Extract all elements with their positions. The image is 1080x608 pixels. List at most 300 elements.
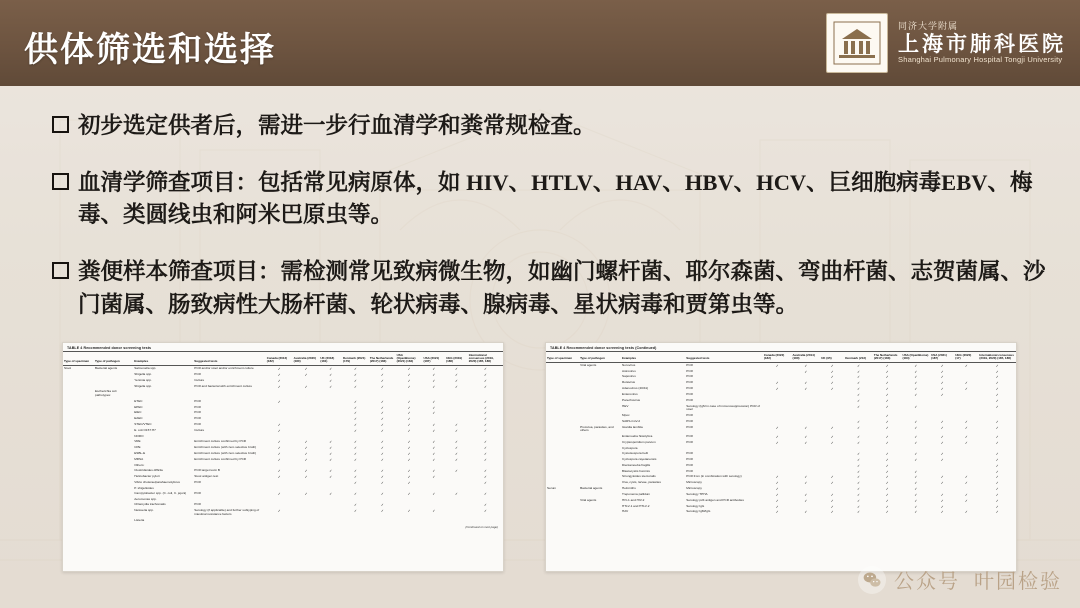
table-cell: PCR	[194, 422, 201, 427]
table-cell: ✓	[775, 363, 779, 368]
table-cell: Enrichment culture confirmed by PCR	[194, 439, 247, 444]
col-canada: Canada (2012) (182)	[266, 352, 293, 366]
table-cell: ✓	[455, 423, 458, 428]
table-cell: ✓	[857, 487, 860, 492]
table-cell: Culture	[194, 428, 205, 433]
table-cell: ✓	[857, 425, 860, 430]
watermark-label	[894, 565, 1062, 594]
table-cell: ✓	[304, 367, 308, 372]
table-cell: ✓	[885, 413, 889, 418]
table-cell: ✓	[914, 381, 918, 386]
table-cell: ✓	[775, 481, 779, 486]
table-cell: ✓	[354, 452, 357, 456]
table-cell: ✓	[432, 469, 436, 474]
table-cell: ✓	[964, 475, 968, 480]
table-cell	[930, 404, 954, 413]
table-cell: ✓	[995, 469, 999, 474]
table-cell: ✓	[432, 492, 436, 497]
table-cell: PCR	[194, 502, 201, 507]
table-cell	[94, 508, 133, 517]
table-cell	[63, 508, 94, 517]
table-cell: Enrichment culture confirmed by PCR	[194, 456, 247, 461]
table-cell: EAEC	[134, 416, 143, 421]
watermark-label-right: 叶园检验	[974, 571, 1062, 593]
table-cell: ✓	[329, 367, 333, 372]
table-cell: ✓	[940, 440, 944, 445]
table-cell: ✓	[432, 399, 436, 404]
table-cell: PCR	[194, 404, 201, 409]
table-cell: PCR and bacterial with enrichment culture	[194, 383, 253, 388]
table-cell: ✓	[995, 481, 999, 486]
table-cell: Stool	[64, 366, 72, 371]
table-cell: E. coli O157:H7	[134, 428, 156, 433]
table-cell: ✓	[857, 419, 860, 424]
table-cell: ✓	[964, 481, 968, 486]
table-cell: ✓	[483, 446, 487, 451]
table-cell: ✓	[857, 481, 860, 486]
table-cell: ✓	[775, 504, 779, 509]
table-cell: ✓	[407, 423, 411, 428]
table-cell: ✓	[380, 469, 384, 474]
table-cell: ✓	[483, 492, 487, 497]
col-international: International consensus (2019, 2020) (185, 188)	[468, 352, 503, 366]
figure-left-footer: (Continued on next page)	[465, 525, 498, 530]
table-cell: ✓	[354, 509, 357, 514]
table-cell: PCR	[686, 386, 693, 391]
table-cell: ✓	[455, 367, 458, 372]
table-cell: ✓	[354, 457, 357, 462]
table-cell: Rotavirus	[622, 380, 636, 385]
table-cell: ✓	[940, 392, 944, 397]
table-cell: ✓	[857, 363, 860, 368]
table-cell: ✓	[304, 446, 308, 451]
table-cell: ✓	[277, 446, 281, 451]
table-cell: ✓	[407, 417, 411, 422]
table-cell: CPE	[134, 445, 141, 450]
table-cell: ✓	[830, 475, 834, 480]
table-cell: ✓	[354, 503, 357, 508]
table-cell: ✓	[804, 481, 808, 486]
col-netherlands: The Netherlands (2017) (183)	[873, 352, 902, 363]
table-cell: ✓	[857, 392, 860, 397]
table-cell: PCR	[686, 468, 693, 473]
table-cell: HIV-1 and HIV-2	[622, 497, 645, 502]
table-cell: HAV	[622, 509, 629, 514]
table-cell: ✓	[885, 392, 889, 397]
table-cell: Serum	[547, 486, 557, 491]
table-cell: Serology p24 antigen and PCR antibodies	[686, 497, 744, 502]
table-cell: ✓	[354, 405, 357, 410]
table-cell: ✓	[380, 480, 384, 485]
table-cell: ✓	[380, 509, 384, 514]
table-cell: ✓	[304, 440, 308, 445]
table-cell: ✓	[304, 457, 308, 462]
table-cell: ✓	[775, 387, 779, 392]
table-cell: ✓	[277, 429, 281, 434]
table-cell	[792, 404, 821, 413]
table-cell: ✓	[885, 381, 889, 386]
table-cell: ✓	[483, 452, 487, 456]
table-cell: ✓	[483, 509, 487, 514]
table-cell: ✓	[432, 405, 436, 410]
table-cell: ✓	[830, 498, 834, 503]
table-cell: Astrovirus	[622, 368, 636, 373]
table-cell: ✓	[964, 363, 968, 368]
table-cell: ✓	[483, 480, 487, 485]
table-cell: ✓	[380, 405, 384, 410]
table-cell: P. shigelloides	[134, 485, 154, 490]
table-cell: ✓	[483, 378, 487, 383]
table-cell: ✓	[277, 440, 281, 445]
table-cell: PCR	[686, 418, 693, 423]
table-cell	[820, 404, 844, 413]
table-cell: ✓	[940, 425, 944, 430]
table-cell: ✓	[407, 469, 411, 474]
table-cell	[319, 390, 342, 399]
table-cell: ✓	[914, 375, 918, 380]
table-cell: ✓	[830, 425, 834, 430]
table-cell: Shigella spp.	[134, 383, 152, 388]
table-cell: ✓	[885, 463, 889, 468]
table-cell: ✓	[432, 440, 436, 445]
table-cell: ✓	[380, 440, 384, 445]
table-cell: ESBL-E	[134, 451, 146, 455]
table-cell: ✓	[995, 457, 999, 462]
table-cell: ✓	[277, 452, 281, 456]
col-examples: Examples	[621, 352, 685, 363]
table-cell: PCR	[194, 416, 201, 421]
table-cell: Chlamydia trachomatis	[134, 502, 166, 507]
table-cell: Viral agents	[580, 497, 597, 502]
table-cell: ✓	[940, 434, 944, 439]
table-cell: ✓	[995, 504, 999, 509]
table-cell: PCR	[686, 439, 693, 444]
figure-left-body	[63, 366, 503, 523]
table-cell: Sapovirus	[622, 374, 636, 379]
table-cell: ✓	[940, 363, 944, 368]
table-cell: Ova, cysts, larvae, parasites	[622, 480, 661, 485]
table-cell: ✓	[995, 387, 999, 392]
table-cell: ✓	[407, 372, 411, 377]
table-cell: ✓	[455, 446, 458, 451]
table-cell: ✓	[885, 363, 889, 368]
table-row	[63, 508, 503, 517]
table-cell: ✓	[964, 387, 968, 392]
col-netherlands: The Netherlands (2017) (183)	[369, 352, 396, 366]
table-cell: ✓	[885, 398, 889, 403]
table-cell: ✓	[804, 381, 808, 386]
table-cell: ✓	[940, 387, 944, 392]
table-cell	[396, 390, 423, 399]
table-cell: ✓	[380, 452, 384, 456]
table-cell	[546, 404, 579, 413]
table-cell: ✓	[940, 481, 944, 486]
table-cell: ✓	[830, 369, 834, 374]
table-cell: ✓	[432, 423, 436, 428]
table-cell	[293, 508, 320, 517]
table-cell: PCR	[194, 479, 201, 484]
table-cell: ✓	[483, 457, 487, 462]
table-cell: Serology IgG	[686, 503, 705, 508]
table-cell: ✓	[455, 429, 458, 434]
figure-table-right	[545, 342, 1017, 572]
table-cell: ✓	[483, 469, 487, 474]
table-cell: ✓	[995, 440, 999, 445]
bullet-item-3	[0, 256, 1080, 321]
table-cell: ✓	[914, 440, 918, 445]
table-cell: ✓	[775, 425, 779, 430]
table-cell: ✓	[354, 367, 357, 372]
table-cell: ✓	[432, 429, 436, 434]
figure-table-left	[62, 342, 504, 572]
table-cell: ✓	[914, 392, 918, 397]
table-cell: ✓	[857, 387, 860, 392]
table-cell: ✓	[995, 434, 999, 439]
table-cell: Cyclospora cayetanensis	[622, 456, 657, 461]
hospital-affiliation: 同济大学附属	[898, 21, 959, 32]
table-cell	[369, 390, 396, 399]
table-cell: ✓	[455, 457, 458, 462]
table-cell	[445, 508, 468, 517]
table-cell: ✓	[804, 440, 808, 445]
table-cell: ✓	[914, 452, 918, 457]
table-cell	[133, 390, 193, 399]
table-cell: ✓	[964, 440, 968, 445]
table-cell: ✓	[407, 399, 411, 404]
table-cell: ✓	[804, 475, 808, 480]
table-cell: PCR from (in combination with serology)	[686, 474, 742, 479]
page-title: 供体筛选和选择	[24, 32, 276, 69]
table-cell: ✓	[804, 425, 808, 430]
square-bullet-icon	[52, 262, 69, 279]
table-cell: PCR	[686, 391, 693, 396]
slide-header	[0, 0, 1080, 86]
table-cell: ✓	[830, 375, 834, 380]
table-cell: ✓	[995, 381, 999, 386]
table-cell: Yersinia spp.	[134, 377, 152, 382]
table-cell: MRSA	[134, 456, 144, 461]
table-cell: ✓	[432, 474, 436, 479]
table-cell: ✓	[914, 469, 918, 474]
table-cell: PCR	[686, 397, 693, 402]
watermark-badge	[858, 565, 1062, 594]
table-cell	[954, 404, 978, 413]
table-cell: ✓	[830, 510, 834, 515]
table-cell: ✓	[995, 392, 999, 397]
table-cell: ✓	[964, 434, 968, 439]
table-cell: ✓	[995, 425, 999, 430]
table-cell: ✓	[940, 475, 944, 480]
table-cell	[63, 390, 94, 399]
table-cell: ✓	[885, 457, 889, 462]
table-cell: HTLV-1 and HTLV-2	[622, 503, 650, 508]
col-australia: Australia (2014) (180)	[792, 352, 821, 363]
table-cell: VRE	[134, 439, 141, 444]
table-cell: ✓	[804, 510, 808, 515]
table-cell: Treponema pallidum	[622, 491, 651, 496]
table-cell: Cystoisospora belli	[622, 451, 648, 456]
table-cell: ✓	[804, 387, 808, 392]
square-bullet-icon	[52, 173, 69, 190]
table-cell: ✓	[804, 498, 808, 503]
table-cell: PCR	[686, 362, 693, 367]
table-cell: ✓	[329, 492, 333, 497]
table-cell: ✓	[964, 425, 968, 430]
table-cell: ✓	[380, 429, 384, 434]
table-cell: ✓	[885, 504, 889, 509]
table-cell: Bacterial agents	[580, 486, 603, 491]
table-cell: ✓	[304, 469, 308, 474]
table-cell: ✓	[407, 378, 411, 383]
square-bullet-icon	[52, 116, 69, 133]
table-cell: ✓	[995, 475, 999, 480]
table-cell: Norovirus	[622, 362, 636, 367]
table-cell: ✓	[432, 372, 436, 377]
col-usa: USA (2021) (187)	[422, 352, 445, 366]
table-cell: ✓	[329, 457, 333, 462]
table-cell: ✓	[857, 510, 860, 515]
table-cell: ✓	[354, 429, 357, 434]
table-cell: ✓	[407, 452, 411, 456]
table-cell: ✓	[380, 457, 384, 462]
table-cell: ✓	[964, 492, 968, 497]
table-cell: PCR	[686, 456, 693, 461]
table-cell: ✓	[940, 504, 944, 509]
table-cell: ✓	[995, 375, 999, 380]
table-cell: ✓	[407, 411, 411, 416]
slide-content	[0, 86, 1080, 321]
table-cell: ✓	[277, 423, 281, 428]
table-cell: ✓	[354, 474, 357, 479]
table-cell: ✓	[380, 399, 384, 404]
col-tests: Suggested tests	[193, 352, 266, 366]
table-cell: ✓	[354, 440, 357, 445]
table-cell: ✓	[354, 384, 357, 389]
table-cell: ✓	[380, 384, 384, 389]
table-cell: ✓	[354, 423, 357, 428]
bullet-text-1: 初步选定供者后，需进一步行血清学和粪常规检查。	[78, 113, 596, 138]
table-cell: Others:	[134, 462, 145, 467]
hospital-logo	[826, 12, 1066, 74]
table-cell: ✓	[857, 492, 860, 497]
table-cell: ✓	[380, 378, 384, 383]
table-cell: Parechovirus	[622, 397, 641, 402]
table-cell: ✓	[995, 419, 999, 424]
table-cell: ✓	[857, 457, 860, 462]
table-cell: ✓	[830, 481, 834, 486]
table-cell: ✓	[775, 492, 779, 497]
table-cell: ✓	[407, 429, 411, 434]
table-cell: ✓	[455, 378, 458, 383]
table-cell: Stool antigen test	[194, 473, 219, 478]
table-cell: ✓	[380, 417, 384, 422]
table-cell: ✓	[995, 369, 999, 374]
table-cell: ✓	[885, 475, 889, 480]
table-cell: ✓	[940, 375, 944, 380]
table-cell: ✓	[329, 446, 333, 451]
table-cell: ✓	[830, 434, 834, 439]
table-cell: ✓	[380, 503, 384, 508]
bullet-item-2	[0, 167, 1080, 232]
table-cell: Cyclospora	[622, 445, 638, 450]
table-cell: ✓	[914, 487, 918, 492]
table-cell: ✓	[354, 378, 357, 383]
table-cell: ✓	[483, 372, 487, 377]
table-cell: ✓	[830, 363, 834, 368]
table-cell: ✓	[830, 440, 834, 445]
table-cell: ✓	[380, 411, 384, 416]
table-cell: ✓	[885, 404, 889, 409]
table-cell: Culture	[194, 377, 205, 382]
wechat-glyph	[862, 570, 882, 590]
table-cell: Salmonella spp.	[134, 366, 157, 371]
table-cell: ✓	[483, 367, 487, 372]
table-cell: ✓	[277, 492, 281, 497]
table-cell: ✓	[857, 469, 860, 474]
hospital-name-cn: 上海市肺科医院	[898, 31, 1066, 56]
table-cell: ✓	[885, 375, 889, 380]
table-cell: ✓	[329, 378, 333, 383]
table-cell: ✓	[407, 405, 411, 410]
table-cell: ✓	[354, 492, 357, 497]
table-cell: PCR	[194, 398, 201, 403]
table-cell: ✓	[432, 452, 436, 456]
table-cell: ✓	[885, 369, 889, 374]
table-cell	[422, 390, 445, 399]
col-examples: Examples	[133, 352, 193, 366]
col-uk: UK (2018) (181)	[319, 352, 342, 366]
table-cell: ✓	[914, 481, 918, 486]
table-cell: ✓	[885, 452, 889, 457]
table-cell: ✓	[940, 452, 944, 457]
table-cell: ✓	[329, 440, 333, 445]
table-cell	[445, 390, 468, 399]
table-cell	[468, 390, 503, 399]
table-cell: ✓	[914, 363, 918, 368]
table-cell: Enterovirus	[622, 391, 638, 396]
table-cell: ✓	[277, 469, 281, 474]
table-cell: EIEC	[134, 410, 142, 415]
table-cell: ✓	[914, 504, 918, 509]
table-cell: ✓	[914, 498, 918, 503]
table-cell	[193, 390, 266, 399]
table-cell: ✓	[432, 384, 436, 389]
col-pathogen: Type of pathogen	[94, 352, 133, 366]
table-cell: ✓	[995, 463, 999, 468]
col-canada: Canada (2022) (182)	[763, 352, 792, 363]
table-cell: ✓	[483, 503, 487, 508]
table-cell: ✓	[277, 367, 281, 372]
table-cell: ✓	[407, 367, 411, 372]
table-cell: ✓	[380, 446, 384, 451]
table-cell: ✓	[455, 492, 458, 497]
table-cell: Aeromonas spp.	[134, 496, 157, 501]
table-cell: ✓	[885, 469, 889, 474]
table-cell: Helicobacter pylori	[134, 473, 160, 478]
table-cell: ✓	[407, 492, 411, 497]
table-cell: ✓	[329, 452, 333, 456]
bullet-item-1	[0, 110, 1080, 143]
table-cell: ✓	[455, 372, 458, 377]
table-cell: ✓	[914, 434, 918, 439]
table-cell: EPEC	[134, 404, 143, 409]
table-cell: ✓	[277, 378, 281, 383]
table-cell: ✓	[885, 440, 889, 445]
col-denmark: Denmark (213)	[844, 352, 873, 363]
figure-left-table	[63, 351, 503, 523]
col-uk: UK (95)	[820, 352, 844, 363]
table-cell: ✓	[857, 463, 860, 468]
